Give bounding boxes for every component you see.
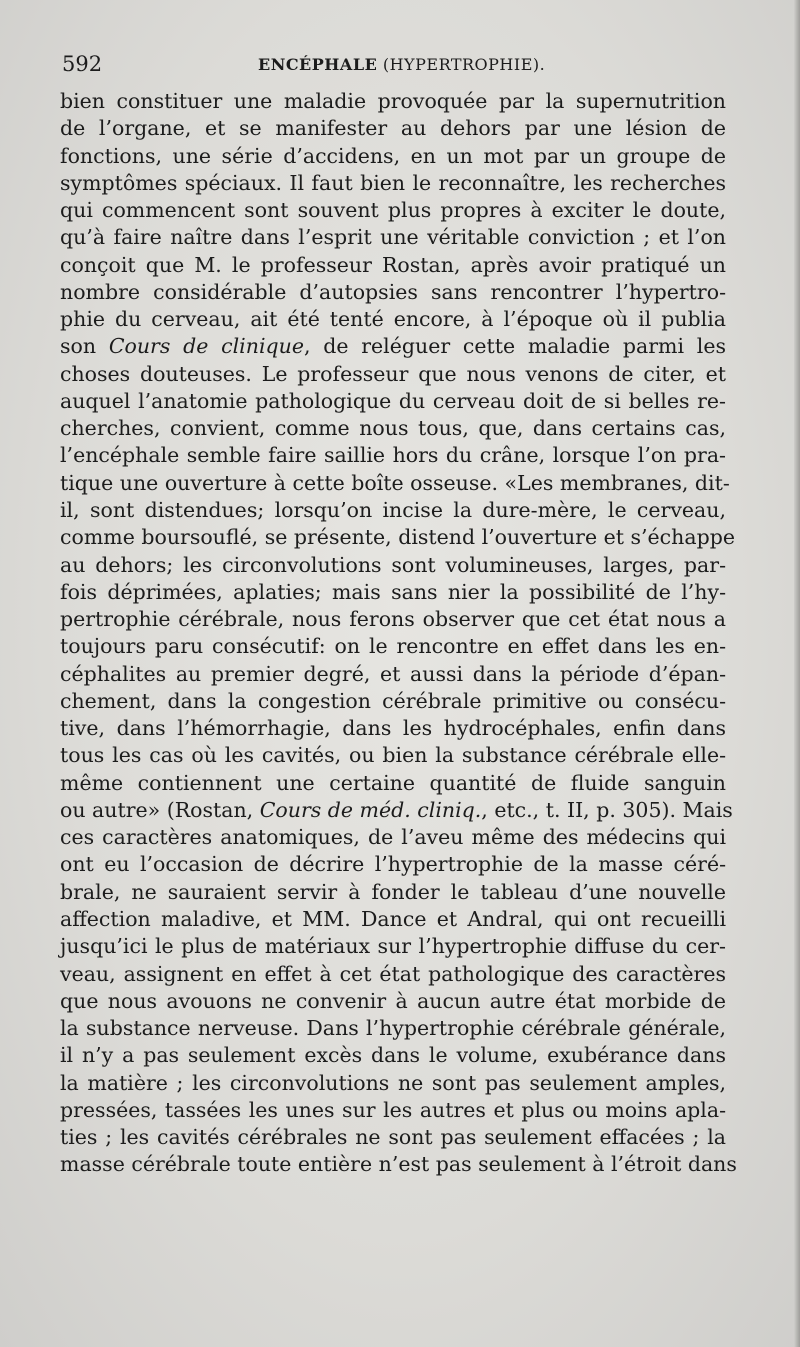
text-line	[60, 170, 726, 197]
text-segment: la matière ; les circonvolutions ne sont pas seulement amples,	[60, 1070, 726, 1095]
text-line	[60, 524, 735, 551]
body-text	[60, 88, 737, 1179]
italic-title: Cours de clinique	[108, 334, 304, 359]
text-segment: tique une ouverture à cette boîte osseuse. «Les membranes, dit-	[60, 470, 730, 495]
text-line	[60, 388, 726, 415]
text-line	[60, 1070, 726, 1097]
text-segment: toujours paru consécutif: on le rencontre en effet dans les en-	[60, 634, 726, 659]
text-line	[60, 824, 726, 851]
text-segment: tive, dans l’hémorrhagie, dans les hydrocéphales, enfin dans	[60, 716, 726, 741]
text-line	[60, 688, 726, 715]
text-segment: ces caractères anatomiques, de l’aveu même des médecins qui	[60, 825, 726, 850]
running-title-sub: (HYPERTROPHIE).	[382, 55, 546, 74]
text-segment: ont eu l’occasion de décrire l’hypertrophie de la masse céré-	[60, 852, 726, 877]
text-segment: la substance nerveuse. Dans l’hypertrophie cérébrale générale,	[60, 1016, 726, 1041]
text-line	[60, 361, 726, 388]
text-segment: bien constituer une maladie provoquée par la supernutrition	[60, 89, 726, 113]
text-segment: l’encéphale semble faire saillie hors du crâne, lorsque l’on pra-	[60, 443, 726, 468]
text-segment: ou autre» (Rostan,	[60, 797, 260, 822]
text-segment: même contiennent une certaine quantité de fluide sanguin	[60, 770, 726, 795]
text-line	[60, 252, 726, 279]
running-title	[258, 55, 545, 74]
text-segment: qu’à faire naître dans l’esprit une véritable conviction ; et l’on	[60, 225, 726, 250]
text-line	[60, 333, 726, 360]
text-line	[60, 851, 726, 878]
text-segment: masse cérébrale toute entière n’est pas seulement à l’étroit dans	[60, 1152, 737, 1177]
text-segment: symptômes spéciaux. Il faut bien le reconnaître, les recherches	[60, 170, 726, 195]
text-segment: conçoit que M. le professeur Rostan, après avoir pratiqué un	[60, 252, 726, 277]
text-line	[60, 933, 726, 960]
text-segment: il n’y a pas seulement excès dans le volume, exubérance dans	[60, 1043, 726, 1068]
text-line	[60, 279, 726, 306]
text-line	[60, 415, 726, 442]
text-segment: phie du cerveau, ait été tenté encore, à l’époque où il publia	[60, 307, 726, 332]
text-line	[60, 770, 726, 797]
text-segment: fois déprimées, aplaties; mais sans nier la possibilité de l’hy-	[60, 579, 726, 604]
text-segment: , etc., t. II, p. 305). Mais	[481, 797, 733, 822]
text-line	[60, 879, 726, 906]
text-segment: , de reléguer cette maladie parmi les	[303, 334, 726, 359]
text-line	[60, 88, 726, 115]
text-segment: nombre considérable d’autopsies sans rencontrer l’hypertro-	[60, 279, 726, 304]
text-line	[60, 442, 726, 469]
text-line	[60, 742, 726, 769]
text-line	[60, 1124, 726, 1151]
text-line	[60, 143, 726, 170]
text-segment: au dehors; les circonvolutions sont volumineuses, larges, par-	[60, 552, 726, 577]
text-line	[60, 1151, 737, 1178]
text-segment: chement, dans la congestion cérébrale primitive ou consécu-	[60, 688, 726, 713]
running-head	[62, 52, 726, 80]
text-segment: ties ; les cavités cérébrales ne sont pas seulement effacées ; la	[60, 1125, 726, 1150]
text-line	[60, 906, 726, 933]
text-segment: pressées, tassées les unes sur les autres et plus ou moins apla-	[60, 1097, 726, 1122]
text-segment: qui commencent sont souvent plus propres à exciter le doute,	[60, 198, 726, 223]
text-line	[60, 197, 726, 224]
text-line	[60, 579, 726, 606]
text-line	[60, 988, 726, 1015]
text-segment: tous les cas où les cavités, ou bien la substance cérébrale elle-	[60, 743, 726, 768]
text-line	[60, 797, 733, 824]
text-segment: comme boursouflé, se présente, distend l’ouverture et s’échappe	[60, 525, 735, 550]
text-line	[60, 606, 726, 633]
text-segment: fonctions, une série d’accidens, en un mot par un groupe de	[60, 143, 726, 168]
text-segment: brale, ne sauraient servir à fonder le tableau d’une nouvelle	[60, 879, 726, 904]
text-line	[60, 1042, 726, 1069]
page-edge-shadow	[794, 0, 800, 1347]
text-line	[60, 306, 726, 333]
text-segment: céphalites au premier degré, et aussi dans la période d’épan-	[60, 661, 726, 686]
text-line	[60, 497, 726, 524]
text-line	[60, 470, 730, 497]
text-segment: auquel l’anatomie pathologique du cerveau doit de si belles re-	[60, 388, 726, 413]
text-line	[60, 961, 726, 988]
page-number: 592	[62, 52, 103, 76]
text-segment: choses douteuses. Le professeur que nous venons de citer, et	[60, 361, 726, 386]
text-segment: il, sont distendues; lorsqu’on incise la dure-mère, le cerveau,	[60, 497, 726, 522]
text-line	[60, 633, 726, 660]
text-line	[60, 1015, 726, 1042]
text-line	[60, 552, 726, 579]
text-line	[60, 115, 726, 142]
text-line	[60, 1097, 726, 1124]
running-title-main: ENCÉPHALE	[258, 55, 378, 74]
text-segment: de l’organe, et se manifester au dehors par une lésion de	[60, 116, 726, 141]
text-line	[60, 715, 726, 742]
text-segment: veau, assignent en effet à cet état pathologique des caractères	[60, 961, 726, 986]
text-segment: jusqu’ici le plus de matériaux sur l’hypertrophie diffuse du cer-	[60, 934, 726, 959]
text-line	[60, 661, 726, 688]
text-segment: affection maladive, et MM. Dance et Andral, qui ont recueilli	[60, 906, 726, 931]
text-segment: son	[60, 334, 109, 359]
text-segment: que nous avouons ne convenir à aucun autre état morbide de	[60, 988, 726, 1013]
italic-title: Cours de méd. cliniq.	[259, 797, 482, 822]
text-segment: cherches, convient, comme nous tous, que, dans certains cas,	[60, 416, 726, 441]
text-line	[60, 224, 726, 251]
text-segment: pertrophie cérébrale, nous ferons observer que cet état nous a	[60, 607, 726, 632]
